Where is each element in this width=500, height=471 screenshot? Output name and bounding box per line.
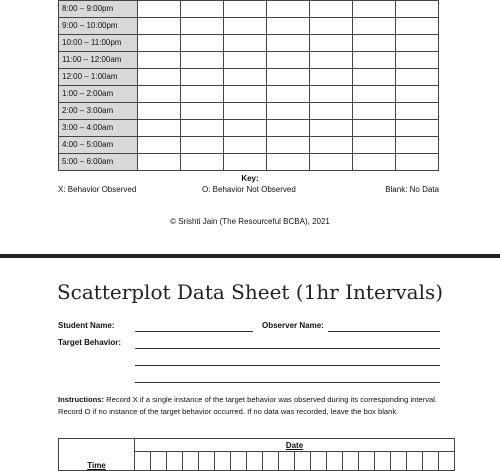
data-entry-cell[interactable] bbox=[138, 52, 181, 69]
data-entry-cell[interactable] bbox=[396, 86, 439, 103]
data-entry-cell[interactable] bbox=[396, 120, 439, 137]
data-entry-cell[interactable] bbox=[267, 86, 310, 103]
time-slot-label: 8:00 – 9:00pm bbox=[59, 1, 138, 18]
data-entry-cell[interactable] bbox=[181, 137, 224, 154]
data-entry-cell[interactable] bbox=[267, 154, 310, 171]
data-entry-cell[interactable] bbox=[353, 137, 396, 154]
data-entry-cell[interactable] bbox=[310, 35, 353, 52]
data-entry-cell[interactable] bbox=[224, 1, 267, 18]
data-entry-cell[interactable] bbox=[353, 103, 396, 120]
data-entry-cell[interactable] bbox=[181, 35, 224, 52]
data-entry-cell[interactable] bbox=[224, 52, 267, 69]
data-entry-cell[interactable] bbox=[396, 154, 439, 171]
target-behavior-line-2[interactable] bbox=[135, 365, 440, 366]
data-entry-cell[interactable] bbox=[310, 103, 353, 120]
data-entry-cell[interactable] bbox=[181, 18, 224, 35]
date-entry-cell[interactable] bbox=[183, 452, 199, 471]
date-entry-cell[interactable] bbox=[343, 452, 359, 471]
date-column-header: Date bbox=[135, 439, 455, 452]
sheet-title: Scatterplot Data Sheet (1hr Intervals) bbox=[56, 280, 444, 304]
data-entry-cell[interactable] bbox=[224, 103, 267, 120]
data-entry-cell[interactable] bbox=[353, 18, 396, 35]
target-behavior-line-1[interactable] bbox=[135, 348, 440, 349]
date-entry-cell[interactable] bbox=[423, 452, 439, 471]
data-entry-cell[interactable] bbox=[310, 18, 353, 35]
grid-row bbox=[59, 52, 439, 69]
time-slot-label: 1:00 – 2:00am bbox=[59, 86, 138, 103]
instructions-text: Record X if a single instance of the target behavior was observed during its corresponding interval. Record O if no instance of the target behavior occurred. If no data was recorded, leave the box blank. bbox=[58, 395, 438, 416]
grid-row bbox=[59, 154, 439, 171]
data-entry-cell[interactable] bbox=[181, 1, 224, 18]
time-slot-label: 10:00 – 11:00pm bbox=[59, 35, 138, 52]
time-slot-label: 9:00 – 10:00pm bbox=[59, 18, 138, 35]
data-entry-cell[interactable] bbox=[138, 154, 181, 171]
copyright-notice: © Srishti Jain (The Resourceful BCBA), 2021 bbox=[170, 217, 330, 226]
data-entry-cell[interactable] bbox=[396, 103, 439, 120]
data-entry-cell[interactable] bbox=[396, 35, 439, 52]
grid-row bbox=[59, 69, 439, 86]
data-entry-cell[interactable] bbox=[353, 120, 396, 137]
data-entry-cell[interactable] bbox=[224, 154, 267, 171]
data-entry-cell[interactable] bbox=[353, 1, 396, 18]
data-entry-cell[interactable] bbox=[138, 69, 181, 86]
data-entry-cell[interactable] bbox=[224, 18, 267, 35]
data-entry-cell[interactable] bbox=[138, 137, 181, 154]
date-entry-cell[interactable] bbox=[327, 452, 343, 471]
date-data-grid bbox=[58, 438, 455, 471]
date-entry-cell[interactable] bbox=[439, 452, 455, 471]
data-entry-cell[interactable] bbox=[353, 35, 396, 52]
grid-row bbox=[59, 86, 439, 103]
time-slot-label: 2:00 – 3:00am bbox=[59, 103, 138, 120]
data-entry-cell[interactable] bbox=[181, 69, 224, 86]
data-entry-cell[interactable] bbox=[396, 18, 439, 35]
instructions-paragraph bbox=[58, 394, 442, 417]
time-column-header: Time bbox=[59, 439, 135, 471]
data-entry-cell[interactable] bbox=[138, 103, 181, 120]
data-entry-cell[interactable] bbox=[181, 120, 224, 137]
time-slot-label: 5:00 – 6:00am bbox=[59, 154, 138, 171]
instructions-label: Instructions: bbox=[58, 395, 104, 404]
data-entry-cell[interactable] bbox=[310, 52, 353, 69]
date-entry-cell[interactable] bbox=[247, 452, 263, 471]
data-entry-cell[interactable] bbox=[138, 120, 181, 137]
data-entry-cell[interactable] bbox=[267, 35, 310, 52]
grid-row bbox=[59, 120, 439, 137]
data-entry-cell[interactable] bbox=[396, 137, 439, 154]
data-entry-cell[interactable] bbox=[353, 69, 396, 86]
time-slot-label: 4:00 – 5:00am bbox=[59, 137, 138, 154]
data-entry-cell[interactable] bbox=[267, 103, 310, 120]
date-entry-cell[interactable] bbox=[151, 452, 167, 471]
key-blank: Blank: No Data bbox=[385, 185, 439, 194]
time-slot-label: 3:00 – 4:00am bbox=[59, 120, 138, 137]
data-entry-cell[interactable] bbox=[224, 35, 267, 52]
student-name-line[interactable] bbox=[135, 331, 253, 332]
data-entry-cell[interactable] bbox=[310, 69, 353, 86]
target-behavior-label: Target Behavior: bbox=[58, 338, 121, 347]
observer-name-line[interactable] bbox=[328, 331, 440, 332]
data-entry-cell[interactable] bbox=[181, 52, 224, 69]
observer-name-label: Observer Name: bbox=[262, 321, 324, 330]
student-name-label: Student Name: bbox=[58, 321, 115, 330]
data-entry-cell[interactable] bbox=[310, 120, 353, 137]
data-entry-cell[interactable] bbox=[181, 103, 224, 120]
data-entry-cell[interactable] bbox=[224, 137, 267, 154]
key-observed: X: Behavior Observed bbox=[58, 185, 137, 194]
data-entry-cell[interactable] bbox=[138, 86, 181, 103]
data-entry-cell[interactable] bbox=[310, 86, 353, 103]
data-entry-cell[interactable] bbox=[181, 86, 224, 103]
grid-row bbox=[59, 1, 439, 18]
date-entry-cell[interactable] bbox=[263, 452, 279, 471]
data-entry-cell[interactable] bbox=[267, 120, 310, 137]
data-entry-cell[interactable] bbox=[138, 35, 181, 52]
key-title: Key: bbox=[241, 174, 259, 183]
data-entry-cell[interactable] bbox=[267, 18, 310, 35]
data-entry-cell[interactable] bbox=[267, 69, 310, 86]
date-entry-cell[interactable] bbox=[215, 452, 231, 471]
date-entry-cell[interactable] bbox=[199, 452, 215, 471]
grid-row bbox=[59, 35, 439, 52]
date-entry-cell[interactable] bbox=[295, 452, 311, 471]
data-entry-cell[interactable] bbox=[267, 137, 310, 154]
grid-row bbox=[59, 18, 439, 35]
data-entry-cell[interactable] bbox=[224, 86, 267, 103]
data-entry-cell[interactable] bbox=[310, 154, 353, 171]
date-entry-cell[interactable] bbox=[375, 452, 391, 471]
data-entry-cell[interactable] bbox=[353, 52, 396, 69]
scatterplot-sheet-page bbox=[0, 258, 500, 470]
target-behavior-line-3[interactable] bbox=[135, 382, 440, 383]
data-entry-cell[interactable] bbox=[396, 52, 439, 69]
data-entry-cell[interactable] bbox=[224, 69, 267, 86]
date-entry-cell[interactable] bbox=[231, 452, 247, 471]
data-entry-cell[interactable] bbox=[310, 137, 353, 154]
date-entry-cell[interactable] bbox=[359, 452, 375, 471]
data-entry-cell[interactable] bbox=[396, 69, 439, 86]
data-entry-cell[interactable] bbox=[138, 18, 181, 35]
date-entry-cell[interactable] bbox=[279, 452, 295, 471]
data-entry-cell[interactable] bbox=[353, 154, 396, 171]
date-entry-cell[interactable] bbox=[135, 452, 151, 471]
data-entry-cell[interactable] bbox=[224, 120, 267, 137]
time-slot-label: 11:00 – 12:00am bbox=[59, 52, 138, 69]
data-entry-cell[interactable] bbox=[267, 1, 310, 18]
grid-row bbox=[59, 137, 439, 154]
date-entry-cell[interactable] bbox=[391, 452, 407, 471]
data-entry-cell[interactable] bbox=[138, 1, 181, 18]
data-entry-cell[interactable] bbox=[310, 1, 353, 18]
hourly-data-grid bbox=[58, 0, 439, 171]
data-entry-cell[interactable] bbox=[396, 1, 439, 18]
date-entry-cell[interactable] bbox=[167, 452, 183, 471]
data-entry-cell[interactable] bbox=[267, 52, 310, 69]
date-entry-cell[interactable] bbox=[311, 452, 327, 471]
grid-row bbox=[59, 103, 439, 120]
data-entry-cell[interactable] bbox=[353, 86, 396, 103]
key-not-observed: O: Behavior Not Observed bbox=[202, 185, 296, 194]
date-entry-cell[interactable] bbox=[407, 452, 423, 471]
data-entry-cell[interactable] bbox=[181, 154, 224, 171]
time-slot-label: 12:00 – 1:00am bbox=[59, 69, 138, 86]
